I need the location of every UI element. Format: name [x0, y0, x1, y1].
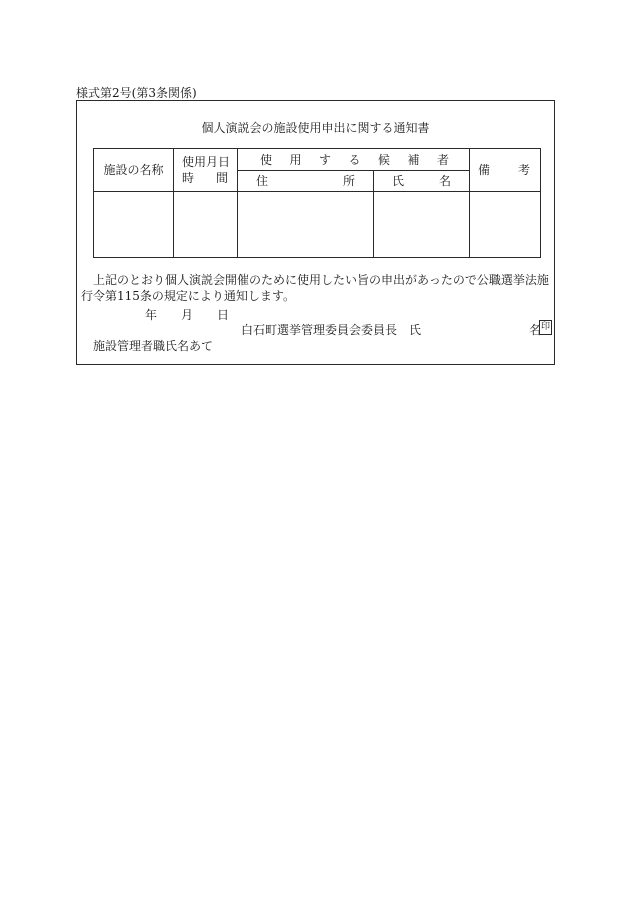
header-candidate-group: 使 用 す る 候 補 者: [238, 149, 470, 171]
header-name: 氏 名: [374, 171, 470, 192]
signer-title: 白石町選挙管理委員会委員長 氏: [241, 323, 422, 337]
header-usage-datetime: [174, 149, 238, 192]
header-facility-name: 施設の名称: [94, 149, 174, 192]
header-time-a: 時: [182, 171, 195, 186]
date-year-label: 年: [145, 308, 158, 322]
form-number-label: 様式第2号(第3条関係): [76, 86, 197, 100]
cell-facility-name[interactable]: [94, 192, 174, 258]
notification-form: [76, 100, 555, 365]
cell-candidate-address[interactable]: [238, 192, 374, 258]
cell-candidate-name[interactable]: [374, 192, 470, 258]
header-remarks: 備 考: [470, 149, 541, 192]
header-usage-date: 使用月日: [182, 155, 231, 169]
addressee: 施設管理者職氏名あて: [93, 339, 214, 353]
date-day-label: 日: [217, 308, 230, 322]
header-address: 住 所: [238, 171, 374, 192]
seal-mark: 印: [539, 320, 552, 335]
signer-line: [241, 321, 550, 338]
notice-line-2: 行令第115条の規定により通知します。: [81, 289, 295, 303]
signer-name-suffix: 名: [528, 323, 541, 337]
usage-table: [93, 148, 541, 258]
date-month-label: 月: [181, 308, 194, 322]
cell-remarks[interactable]: [470, 192, 541, 258]
notice-text: [81, 272, 551, 304]
date-line: [145, 306, 229, 323]
cell-usage-datetime[interactable]: [174, 192, 238, 258]
header-time-b: 間: [215, 171, 228, 186]
notice-line-1: 上記のとおり個人演説会開催のために使用したい旨の申出があったので公職選挙法施: [93, 273, 549, 287]
table-row: [94, 192, 541, 258]
document-title: 個人演説会の施設使用申出に関する通知書: [201, 121, 430, 135]
